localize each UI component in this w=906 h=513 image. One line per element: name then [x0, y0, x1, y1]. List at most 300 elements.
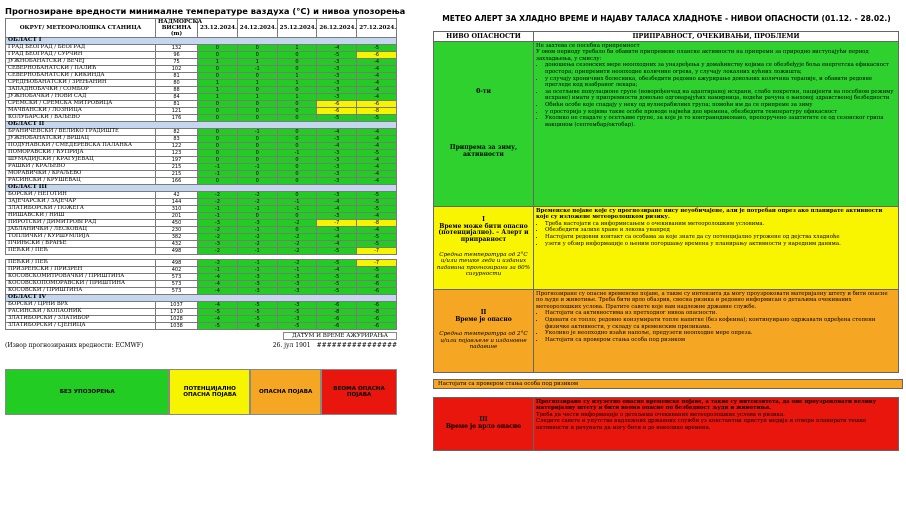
station-altitude: 1028	[156, 316, 198, 323]
temp-value: -3	[317, 73, 357, 80]
level-list	[536, 310, 896, 343]
station-altitude: 176	[156, 115, 198, 122]
station-altitude: 450	[156, 220, 198, 227]
temp-value: 0	[277, 171, 317, 178]
temp-value: -3	[317, 80, 357, 87]
update-label: ДАТУМ И ВРЕМЕ АЖУРИРАЊА	[283, 332, 397, 340]
temp-value: 1	[198, 80, 238, 87]
temp-value: -8	[357, 309, 397, 316]
date-header: 24.12.2024.	[237, 19, 277, 38]
station-name: ПОМОРАВСКИ / ЋУПРИЈА	[6, 150, 156, 157]
legend-item-very-dangerous: ВЕОМА ОПАСНА ПОЈАВА	[321, 369, 397, 415]
temp-value: -3	[317, 213, 357, 220]
list-item: • узети у обзир информације о њеним погоршању времена у планирању активности у наредним данима.	[545, 241, 896, 248]
station-name: РАШКИ / КРАЉЕВО	[6, 164, 156, 171]
list-item: • Уколико не спадате у осетљиве групе, за које је то контраиндиковано, препоручено заштитите се од сезонског грипа вакцином (септембар/октобар).	[545, 115, 896, 128]
level-intro: Не захтева се посебна припремност	[536, 42, 640, 49]
level-green-desc	[534, 41, 899, 206]
temp-value: -1	[198, 164, 238, 171]
temp-value: 1	[277, 94, 317, 101]
station-name: НИШАВСКИ / НИШ	[6, 213, 156, 220]
temp-value: 0	[237, 213, 277, 220]
temp-value: 0	[277, 52, 317, 59]
list-item: • Одевати се топло; редовно конзумирати топле напитке (без кофеина); континуирано одржавати одређена степени физичке активности, у складу са временским приликама.	[545, 317, 896, 330]
temp-value: -3	[198, 220, 238, 227]
level-row-red	[434, 397, 899, 450]
temp-value: -2	[198, 192, 238, 199]
temp-value: -3	[277, 316, 317, 323]
temp-value: -3	[317, 136, 357, 143]
temp-value: -6	[317, 101, 357, 108]
update-date: 26. јул 1901	[272, 342, 311, 349]
level-green-cell	[434, 41, 534, 206]
temp-value: -6	[357, 302, 397, 309]
temp-value: -4	[357, 94, 397, 101]
temp-value: -5	[277, 323, 317, 330]
temp-value: -5	[277, 309, 317, 316]
update-row	[5, 332, 397, 340]
temp-value: -4	[357, 59, 397, 66]
temp-value: -4	[357, 73, 397, 80]
temp-value: 0	[277, 136, 317, 143]
temp-value: 0	[237, 171, 277, 178]
temp-value: 0	[277, 213, 317, 220]
station-altitude: 42	[156, 192, 198, 199]
orange-extra-strip	[433, 379, 903, 389]
station-name: КОСОВСКОПОМОРАВСКИ / ПРИШТИНА	[6, 281, 156, 288]
legend	[5, 369, 397, 415]
region-label: ОБЛАСТ II	[6, 122, 397, 129]
station-name: ПРИЗРЕНСКИ / ПРИЗРЕН	[6, 267, 156, 274]
station-altitude: 573	[156, 288, 198, 295]
station-name: БОРСКИ / НЕГОТИН	[6, 192, 156, 199]
forecast-table	[5, 18, 397, 330]
temp-value: 0	[277, 115, 317, 122]
temp-value: -3	[277, 288, 317, 295]
temp-value: 0	[237, 136, 277, 143]
temp-value: -5	[237, 316, 277, 323]
temp-value: -4	[317, 241, 357, 248]
station-altitude: 432	[156, 241, 198, 248]
temp-value: 0	[237, 115, 277, 122]
level-intro: Прогнозиране су опасне временске појаве, а такве су интензита да могу проузроковати материјалну штету и бити опасне по људе и животиње. Треба бити врло обазрив, свесна ризика и редовно информисан о детаљима очекиваних метеоролошких услова. Пратите савете које вам надлежне државне службе.	[536, 290, 888, 310]
temp-value: -3	[237, 281, 277, 288]
level-paragraph: У овом периоду требало би обавити припремене планске активности на припреми за природно виступајући период захладњења, у смислу:	[536, 49, 869, 62]
station-name: КОЛУБАРСКИ / ВАЉЕВО	[6, 115, 156, 122]
level-line: Следите савете и упутства надлежних државних служби уз константни приступ медија и отвори планирати тешке активности и рачунати да могу бити и до неколико времена.	[536, 418, 867, 431]
temp-value: -3	[317, 87, 357, 94]
temp-value: 0	[237, 101, 277, 108]
temp-value: -6	[237, 323, 277, 330]
list-item: • у случају хроничних болесника, обезбедити редовно ажурирање довољних количина терапије, и обавити редовне прегледе код изабраног лекара;	[545, 76, 896, 89]
level-subtitle: Припрема за зиму, активности	[449, 144, 518, 158]
temp-value: 0	[198, 108, 238, 115]
temp-value: -5	[317, 281, 357, 288]
list-item: • Треба настојати са информисањем о очекиваним метеоролошким условима.	[545, 221, 896, 228]
temp-value: -3	[237, 220, 277, 227]
table-row	[6, 178, 397, 185]
station-name: ПЕЋКИ / ПЕЋ	[6, 248, 156, 255]
station-name: ГРАД БЕОГРАД / БЕОГРАД	[6, 45, 156, 52]
temp-value: 0	[198, 66, 238, 73]
source-row	[5, 342, 397, 349]
temp-value: -5	[357, 192, 397, 199]
temp-value: -4	[198, 288, 238, 295]
temp-value: 1	[237, 80, 277, 87]
red-level-table	[433, 397, 899, 451]
temp-value: 0	[237, 178, 277, 185]
date-header: 25.12.2024.	[277, 19, 317, 38]
temp-value: -5	[357, 241, 397, 248]
station-altitude: 144	[156, 199, 198, 206]
temp-value: 0	[237, 73, 277, 80]
station-altitude: 1038	[156, 323, 198, 330]
temp-value: 0	[237, 87, 277, 94]
temp-value: -3	[317, 164, 357, 171]
temp-value: -1	[277, 267, 317, 274]
station-altitude: 201	[156, 213, 198, 220]
temp-value: -4	[357, 157, 397, 164]
temp-value: -1	[198, 213, 238, 220]
temp-value: -6	[357, 52, 397, 59]
temp-value: -5	[317, 288, 357, 295]
station-altitude: 82	[156, 129, 198, 136]
temp-value: -4	[317, 129, 357, 136]
temp-value: 0	[198, 45, 238, 52]
list-item: • Обићи особе које спадају у неку од вулнерабилних група; помоћи им да се припреме за зиму	[545, 102, 896, 109]
temp-value: -5	[198, 309, 238, 316]
temp-value: -2	[277, 241, 317, 248]
temp-value: -3	[317, 227, 357, 234]
level-line: Прогнозиране су изузетно опасне временске појаве, а такве су интензитета, да оне проузроковати велику материјалну штету и бити веома опасне по безбедност људи и животиња.	[536, 398, 877, 412]
level-subtitle: Време може бити опасно (потенцијално). – Алерт и приправност	[438, 222, 529, 243]
temp-value: -6	[317, 302, 357, 309]
level-red-cell	[434, 397, 534, 450]
temp-value: -4	[317, 206, 357, 213]
temp-value: -6	[357, 288, 397, 295]
temp-value: -8	[317, 309, 357, 316]
temp-value: -1	[237, 227, 277, 234]
station-name: СЕВЕРНОБАНАТСКИ / КИКИНДА	[6, 73, 156, 80]
temp-value: -5	[357, 199, 397, 206]
temp-value: -1	[277, 199, 317, 206]
temp-value: -1	[277, 150, 317, 157]
temp-value: -4	[198, 302, 238, 309]
temp-value: -5	[357, 45, 397, 52]
temp-value: -1	[237, 248, 277, 255]
station-altitude: 123	[156, 150, 198, 157]
station-altitude: 75	[156, 59, 198, 66]
level-list	[536, 221, 896, 247]
temp-value: 0	[198, 129, 238, 136]
temp-value: -6	[357, 101, 397, 108]
temp-value: -2	[198, 260, 238, 267]
list-item: • Настојати са активностима из претходног нивоа опасности.	[545, 310, 896, 317]
station-altitude: 81	[156, 101, 198, 108]
temp-value: -2	[198, 234, 238, 241]
region-label: ОБЛАСТ IV	[6, 295, 397, 302]
station-altitude: 382	[156, 234, 198, 241]
temp-value: 0	[198, 52, 238, 59]
temp-value: -2	[198, 248, 238, 255]
station-name: ПОДУНАВСКИ / СМЕДЕРЕВСКА ПАЛАНКА	[6, 143, 156, 150]
legend-item-potential: ПОТЕНЦИЈАЛНО ОПАСНА ПОЈАВА	[169, 369, 250, 415]
temp-value: -3	[317, 171, 357, 178]
temp-value: 1	[237, 59, 277, 66]
temp-value: 0	[237, 52, 277, 59]
temp-value: -5	[357, 115, 397, 122]
temp-value: 0	[198, 150, 238, 157]
level-col-header: НИВО ОПАСНОСТИ	[434, 32, 534, 42]
temp-value: 0	[198, 136, 238, 143]
temp-value: 0	[198, 73, 238, 80]
temp-value: -4	[357, 136, 397, 143]
station-altitude: 197	[156, 157, 198, 164]
temp-value: 1	[277, 45, 317, 52]
station-altitude: 310	[156, 206, 198, 213]
temp-value: -4	[357, 164, 397, 171]
station-name: МОРАВИЧКИ / КРАЉЕВО	[6, 171, 156, 178]
temp-value: 0	[277, 129, 317, 136]
level-number: II	[480, 309, 487, 317]
station-name: ТОПЛИЧКИ / КУРШУМЛИЈА	[6, 234, 156, 241]
temp-value: -4	[317, 267, 357, 274]
temp-value: 0	[277, 66, 317, 73]
station-name: ЗАЈЕЧАРСКИ / ЗАЈЕЧАР	[6, 199, 156, 206]
station-name: СРЕДЊОБАНАТСКИ / ЗРЕЊАНИН	[6, 80, 156, 87]
temp-value: 0	[198, 115, 238, 122]
temp-value: 0	[277, 101, 317, 108]
level-number: III	[479, 416, 488, 423]
temp-value: -2	[237, 241, 277, 248]
date-header: 27.12.2024.	[357, 19, 397, 38]
level-line: Треба да чести информације о детаљима очекиваних метеоролошких услова и ризика.	[536, 411, 785, 418]
temp-value: -4	[357, 171, 397, 178]
temp-value: 1	[198, 87, 238, 94]
temp-value: -3	[277, 274, 317, 281]
station-altitude: 132	[156, 45, 198, 52]
station-altitude: 498	[156, 260, 198, 267]
temp-value: -2	[198, 199, 238, 206]
source-text: (Извор прогнозираних вредности: ECMWF)	[5, 342, 144, 349]
temp-value: -2	[277, 234, 317, 241]
level-orange-cell	[434, 289, 534, 372]
temp-value: -2	[277, 220, 317, 227]
table-row	[6, 288, 397, 295]
temp-value: -6	[317, 108, 357, 115]
list-item: • Настојати редовни контакт са особама за које знате да су потенцијално угрожене од дејства хладноће	[545, 234, 896, 241]
temp-value: -4	[357, 178, 397, 185]
temp-value: -4	[317, 234, 357, 241]
temp-value: -1	[237, 206, 277, 213]
station-name: ЈУЖНОБАНАТСКИ / ВЕЧЕЈ	[6, 59, 156, 66]
region-label: ОБЛАСТ I	[6, 38, 397, 45]
temp-value: 1	[198, 94, 238, 101]
level-number: I	[482, 216, 485, 224]
station-name: ПЧИЊСКИ / ВРАЊЕ	[6, 241, 156, 248]
temp-value: 0	[237, 108, 277, 115]
list-item: • за осетљиве популационе групе (новорођенчад на адаптираној исхрани, слабо покретни, пацијенти на посебном режиму исхране) имати у припремности довољно одговарајућих намирница, водећи рачуна о њиховој здравственој безбедности	[545, 89, 896, 102]
table-body	[6, 38, 397, 330]
temp-value: -4	[357, 143, 397, 150]
temp-value: -5	[357, 234, 397, 241]
temp-value: -7	[357, 260, 397, 267]
table-header-row	[6, 19, 397, 38]
level-subtitle: Време је врло опасно	[445, 422, 522, 430]
temp-value: -5	[317, 260, 357, 267]
temp-value: -2	[277, 248, 317, 255]
temp-value: -4	[317, 143, 357, 150]
temp-value: -6	[357, 281, 397, 288]
temp-value: -3	[237, 288, 277, 295]
temp-value: -8	[357, 220, 397, 227]
temp-value: 0	[277, 108, 317, 115]
station-name: БРАНИЧЕВСКИ / ВЕЛИКО ГРАДИШТЕ	[6, 129, 156, 136]
level-intro: Временске појаве које су прогнозиране нису неуобичајене, али је потребан опрез ако планирате активности које су изложене метеоролошком ризику.	[536, 207, 883, 221]
temp-value: 0	[277, 157, 317, 164]
alert-title: МЕТЕО АЛЕРТ ЗА ХЛАДНО ВРЕМЕ И НАЈАВУ ТАЛАСА ХЛАДНОЋЕ - НИВОИ ОПАСНОСТИ (01.12. - 28.02.)	[442, 14, 891, 23]
temp-value: -1	[237, 66, 277, 73]
temp-value: -5	[317, 115, 357, 122]
temp-value: -3	[277, 302, 317, 309]
temp-value: -1	[237, 164, 277, 171]
temp-value: 0	[277, 192, 317, 199]
temp-value: -1	[277, 206, 317, 213]
temp-value: 1	[277, 73, 317, 80]
temp-value: -5	[237, 302, 277, 309]
temp-value: -4	[357, 129, 397, 136]
forecast-table-title: Прогнозиране вредности минималне температуре ваздуха (°C) и нивоа упозорења	[5, 6, 406, 16]
table-row	[6, 323, 397, 330]
station-altitude: 573	[156, 274, 198, 281]
station-name: РАСИНСКИ / КРУШЕВАЦ	[6, 178, 156, 185]
station-name: СРЕМСКИ / СРЕМСКА МИТРОВИЦА	[6, 101, 156, 108]
temp-value: -8	[357, 108, 397, 115]
temp-value: 1	[198, 59, 238, 66]
temp-value: 0	[198, 178, 238, 185]
temp-value: 0	[277, 227, 317, 234]
temp-value: -1	[198, 267, 238, 274]
station-altitude: 83	[156, 136, 198, 143]
level-row-orange	[434, 289, 899, 372]
station-altitude: 402	[156, 267, 198, 274]
station-name: ШУМАДИЈСКИ / КРАГУЈЕВАЦ	[6, 157, 156, 164]
temp-value: -6	[357, 316, 397, 323]
station-name: БОРСКИ / ЦРНИ ВРХ	[6, 302, 156, 309]
station-name: ЗЛАТИБОРСКИ / СЈЕНИЦА	[6, 323, 156, 330]
station-name: МАЧВАНСКИ / ЛОЗНИЦА	[6, 108, 156, 115]
temp-value: -1	[237, 260, 277, 267]
temp-value: -5	[357, 267, 397, 274]
temp-value: 0	[198, 157, 238, 164]
temp-value: -1	[198, 206, 238, 213]
table-row	[6, 248, 397, 255]
level-row-green	[434, 41, 899, 206]
temp-value: -4	[357, 213, 397, 220]
temp-value: 0	[237, 45, 277, 52]
station-altitude: 1037	[156, 302, 198, 309]
station-name: КОСОВСКОМИТРОВАЧКИ / ПРИШТИНА	[6, 274, 156, 281]
list-item: • у просторија у којима такве особе проводе највећи део времена, обезбедити температуру ефикасност	[545, 109, 896, 116]
temp-value: 0	[277, 178, 317, 185]
station-altitude: 84	[156, 94, 198, 101]
temp-value: -2	[237, 199, 277, 206]
temp-value: -3	[317, 59, 357, 66]
level-yellow-cell	[434, 206, 534, 289]
station-name: ЗАПАДНОБАЧКИ / СОМБОР	[6, 87, 156, 94]
temp-value: -2	[277, 260, 317, 267]
list-item: • Настојати са провером стања особа под ризиком	[545, 337, 896, 344]
temp-value: -4	[198, 316, 238, 323]
temp-value: -6	[357, 274, 397, 281]
temp-value: 1	[277, 80, 317, 87]
temp-value: -5	[357, 150, 397, 157]
table-row	[6, 241, 397, 248]
temp-value: -1	[198, 171, 238, 178]
temp-value: 0	[198, 101, 238, 108]
temp-value: -4	[198, 281, 238, 288]
level-subtitle: Време је опасно	[455, 315, 512, 323]
temp-value: 0	[237, 157, 277, 164]
legend-item-dangerous: ОПАСНА ПОЈАВА	[250, 369, 321, 415]
list-item: • Обезбедити залихе хране и лекова унапред	[545, 227, 896, 234]
temp-value: -5	[357, 206, 397, 213]
station-altitude: 88	[156, 87, 198, 94]
alert-header-row	[434, 32, 899, 42]
station-altitude: 215	[156, 164, 198, 171]
temp-value: 0	[277, 164, 317, 171]
station-name: РАСИНСКИ / КОПАОНИК	[6, 309, 156, 316]
temp-value: -5	[198, 323, 238, 330]
station-name: ПИРОТСКИ / ДИМИТРОВГРАД	[6, 220, 156, 227]
temp-value: 0	[237, 143, 277, 150]
temp-value: 0	[277, 143, 317, 150]
temp-value: -3	[317, 150, 357, 157]
level-orange-desc	[534, 289, 899, 372]
temp-value: -3	[317, 192, 357, 199]
station-altitude: 230	[156, 227, 198, 234]
station-altitude: 166	[156, 178, 198, 185]
temp-value: -7	[317, 220, 357, 227]
date-header: 23.12.2024.	[198, 19, 238, 38]
temp-value: -4	[317, 45, 357, 52]
station-name: ПЕЋКИ / ПЕЋ	[6, 260, 156, 267]
station-altitude: 498	[156, 248, 198, 255]
station-altitude: 122	[156, 143, 198, 150]
left-panel	[5, 4, 406, 509]
temp-value: -5	[317, 52, 357, 59]
station-name: ЈУЖНОБАЧКИ / НОВИ САД	[6, 94, 156, 101]
level-note: Средња температура од 2°C и/или тешке леда и изданих падавина прогнозирани за 60% сигурности	[436, 251, 531, 278]
temp-value: -1	[237, 129, 277, 136]
temp-value: -4	[317, 199, 357, 206]
temp-value: -4	[357, 87, 397, 94]
temp-value: -4	[198, 274, 238, 281]
update-hashes: ################	[316, 342, 397, 349]
region-label: ОБЛАСТ III	[6, 185, 397, 192]
level-note: Средња температура од 2°C и/или појављеле и издановне падавине	[439, 331, 528, 351]
alert-levels-table	[433, 31, 899, 373]
level-list	[536, 62, 896, 128]
temp-value: -3	[317, 94, 357, 101]
temp-value: -3	[198, 241, 238, 248]
temp-value: -6	[317, 316, 357, 323]
temp-value: 1	[237, 94, 277, 101]
temp-value: -3	[317, 66, 357, 73]
temp-value: -5	[237, 309, 277, 316]
temp-value: -6	[357, 323, 397, 330]
station-altitude: 102	[156, 66, 198, 73]
